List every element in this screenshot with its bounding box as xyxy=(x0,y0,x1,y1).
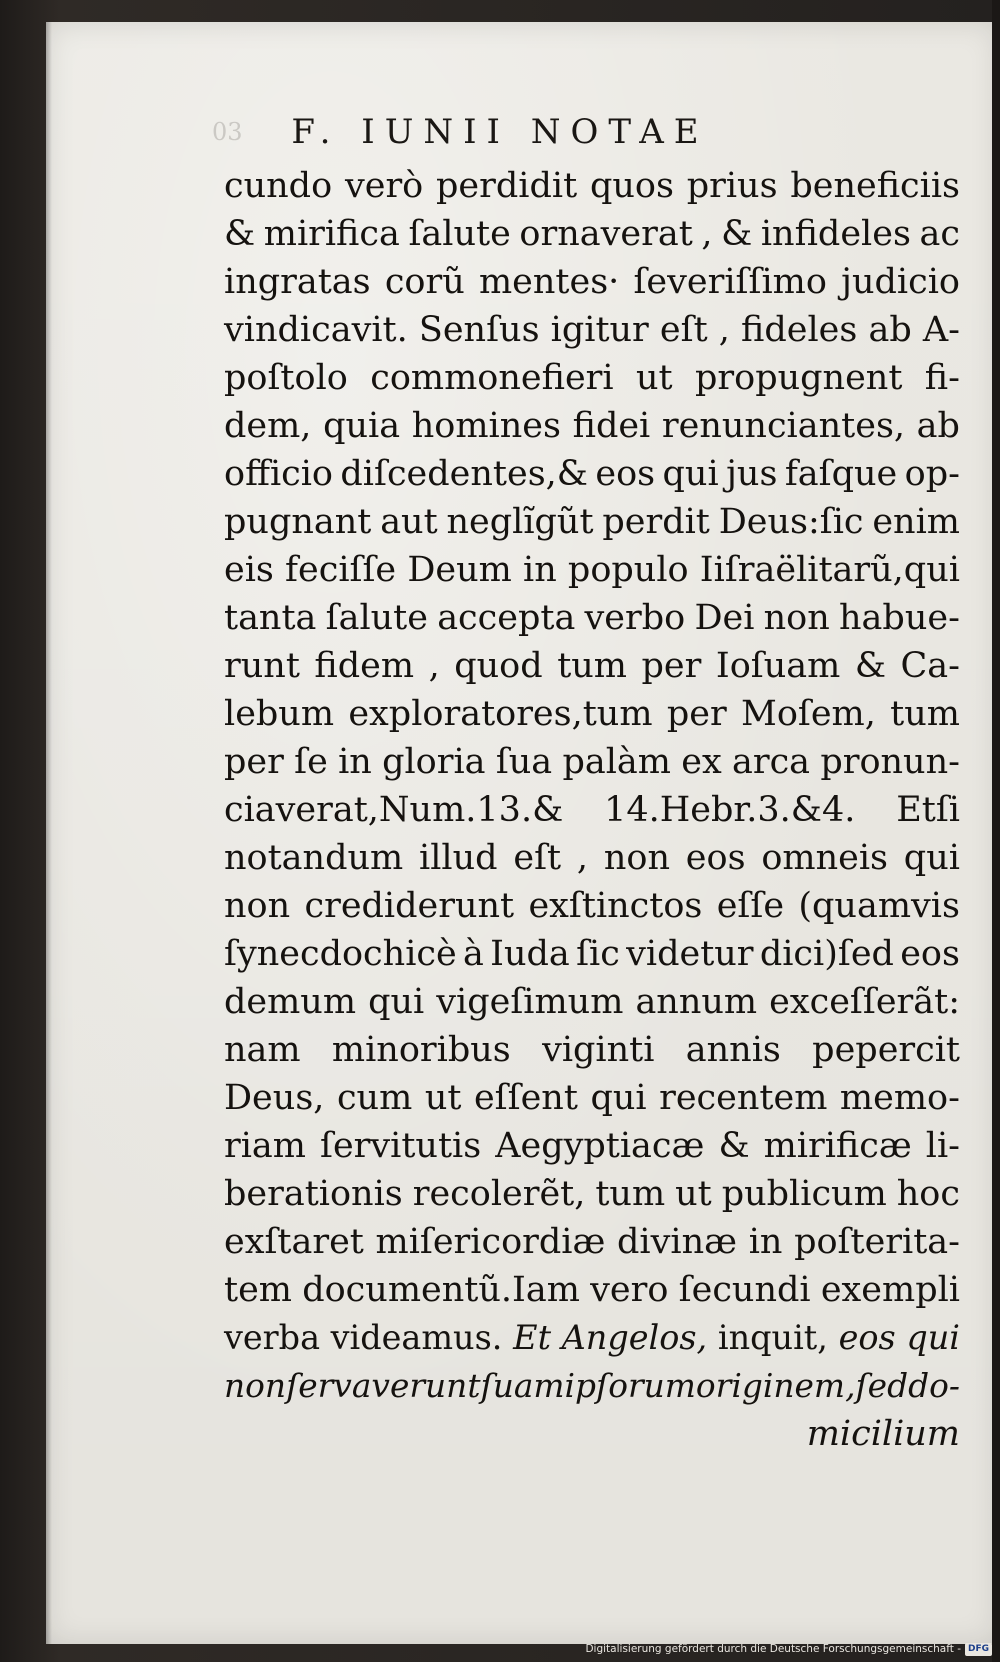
word: qui xyxy=(590,1078,647,1118)
word: crediderunt xyxy=(304,886,515,926)
word: viginti xyxy=(542,1030,655,1070)
word: diſcedentes,& xyxy=(340,454,588,494)
word: beneficiis xyxy=(790,166,960,206)
text-line-5 xyxy=(224,354,960,402)
text-line-26 xyxy=(224,1362,960,1410)
word: ut xyxy=(424,1078,462,1118)
word: in xyxy=(523,550,557,590)
word: riam xyxy=(224,1126,306,1166)
word: pronun- xyxy=(820,742,960,782)
word: exſtinctos xyxy=(528,886,703,926)
word: ut xyxy=(635,358,673,398)
word: , xyxy=(718,310,730,350)
word: ſynecdochicè xyxy=(224,934,457,974)
word: commonefieri xyxy=(370,358,614,398)
word: tum xyxy=(890,694,960,734)
word: recolerẽt, xyxy=(412,1174,586,1214)
word: vindicavit. xyxy=(224,310,408,350)
text-line-16 xyxy=(224,882,960,930)
word: publicum xyxy=(721,1174,887,1214)
word: ac xyxy=(919,214,960,254)
word: qui xyxy=(662,454,719,494)
word: exſtaret xyxy=(224,1222,364,1262)
word: , xyxy=(701,214,713,254)
scan-right-edge xyxy=(992,0,1000,1662)
word: feciſſe xyxy=(285,550,397,590)
text-line-2 xyxy=(224,210,960,258)
word: propugnent xyxy=(694,358,903,398)
word: quos xyxy=(589,166,674,206)
word: qui xyxy=(903,838,960,878)
word: eos xyxy=(900,934,960,974)
word: infideles xyxy=(760,214,911,254)
word: , xyxy=(428,646,440,686)
word: fideles xyxy=(741,310,858,350)
word: quod xyxy=(454,646,543,686)
text-line-23 xyxy=(224,1218,960,1266)
footer-credit: Digitalisierung gefördert durch die Deutsche Forschungsgemeinschaft - xyxy=(585,1643,961,1655)
word: perdidit xyxy=(436,166,578,206)
word: runt xyxy=(224,646,300,686)
word: per xyxy=(224,742,284,782)
word: ſervaverunt xyxy=(286,1367,481,1405)
word: notandum xyxy=(224,838,404,878)
text-line-9 xyxy=(224,546,960,594)
text-lines xyxy=(224,162,960,1314)
body-text xyxy=(224,162,960,1458)
word: gloria xyxy=(382,742,486,782)
word: palàm xyxy=(562,742,671,782)
word: Deus, xyxy=(224,1078,325,1118)
word: jus xyxy=(726,454,778,494)
word: ab xyxy=(868,310,912,350)
word: do- xyxy=(908,1367,960,1405)
word: memo- xyxy=(839,1078,960,1118)
word: Deus:ſic xyxy=(718,502,864,542)
word: fi- xyxy=(924,358,960,398)
word: li- xyxy=(925,1126,960,1166)
word: populo xyxy=(567,550,689,590)
word: per xyxy=(641,646,702,686)
catchword: micilium xyxy=(806,1414,960,1454)
word: perdit xyxy=(602,502,710,542)
word: demum xyxy=(224,982,357,1022)
word: tem xyxy=(224,1270,292,1310)
line-25-roman-start: verba videamus. xyxy=(224,1318,503,1357)
word: ſua xyxy=(495,742,553,782)
word: divinæ xyxy=(617,1222,738,1262)
word: exempli xyxy=(820,1270,960,1310)
page-number: 03 xyxy=(212,118,243,146)
digitization-footer xyxy=(585,1640,992,1658)
line-25-italic-1: Et Angelos, xyxy=(513,1318,708,1357)
running-head: F. IUNII NOTAE xyxy=(291,112,709,152)
dfg-logo-icon: DFG xyxy=(965,1643,992,1656)
word: corũ xyxy=(384,262,465,302)
word: Deum xyxy=(407,550,512,590)
word: eos xyxy=(685,838,746,878)
word: ſeveriſſimo xyxy=(633,262,827,302)
word: igitur xyxy=(550,310,649,350)
text-line-19 xyxy=(224,1026,960,1074)
word: ciaverat,Num.13.& xyxy=(224,790,564,830)
text-line-20 xyxy=(224,1074,960,1122)
word: Ca- xyxy=(900,646,960,686)
text-line-14 xyxy=(224,786,960,834)
word: poſterita- xyxy=(794,1222,960,1262)
text-line-24 xyxy=(224,1266,960,1314)
word: A- xyxy=(922,310,960,350)
word: ingratas xyxy=(224,262,371,302)
word: lebum xyxy=(224,694,335,734)
word: & xyxy=(718,1126,750,1166)
word: & xyxy=(854,646,886,686)
word: Iuda xyxy=(490,934,570,974)
word: minoribus xyxy=(331,1030,511,1070)
word: ſecundi xyxy=(678,1270,811,1310)
word: enim xyxy=(872,502,960,542)
word: officio xyxy=(224,454,333,494)
word: fidem xyxy=(314,646,415,686)
word: non xyxy=(603,838,670,878)
word: ſic xyxy=(576,934,620,974)
word: à xyxy=(463,934,484,974)
word: annum xyxy=(635,982,758,1022)
word: & xyxy=(721,214,753,254)
word: poſtolo xyxy=(224,358,348,398)
text-line-7 xyxy=(224,450,960,498)
word: ſed xyxy=(855,1367,909,1405)
word: ornaverat xyxy=(519,214,693,254)
word: vero xyxy=(590,1270,669,1310)
word: exceſſerãt: xyxy=(769,982,960,1022)
text-line-12 xyxy=(224,690,960,738)
word: ex xyxy=(681,742,722,782)
line-25-roman-mid: inquit, xyxy=(717,1318,828,1357)
word: mirifica xyxy=(263,214,400,254)
word: ſe xyxy=(294,742,328,782)
word: cundo xyxy=(224,166,333,206)
text-line-10 xyxy=(224,594,960,642)
word: , xyxy=(845,1367,856,1405)
word: in xyxy=(748,1222,783,1262)
text-line-8 xyxy=(224,498,960,546)
word: ſervitutis xyxy=(320,1126,482,1166)
word: hoc xyxy=(896,1174,960,1214)
word: Aegyptiacæ xyxy=(495,1126,705,1166)
word: Ioſuam xyxy=(715,646,841,686)
word: berationis xyxy=(224,1174,403,1214)
word: (quamvis xyxy=(798,886,960,926)
word: eſt xyxy=(659,310,708,350)
word: per xyxy=(666,694,727,734)
word: tanta xyxy=(224,598,317,638)
word: eis xyxy=(224,550,274,590)
word: originem xyxy=(695,1367,846,1405)
word: habue- xyxy=(839,598,960,638)
word: pepercit xyxy=(812,1030,960,1070)
text-line-11 xyxy=(224,642,960,690)
text-line-25 xyxy=(224,1314,960,1362)
word: qui xyxy=(368,982,425,1022)
word: neglĩgũt xyxy=(446,502,594,542)
word: Senſus xyxy=(418,310,540,350)
word: ab xyxy=(916,406,960,446)
word: eos xyxy=(595,454,656,494)
word: fidei xyxy=(572,406,651,446)
word: dici)ſed xyxy=(759,934,894,974)
page-gutter-shadow xyxy=(46,22,52,1644)
word: non xyxy=(224,886,291,926)
word: non xyxy=(763,598,830,638)
text-line-17 xyxy=(224,930,960,978)
word: annis xyxy=(685,1030,781,1070)
word: exploratores,tum xyxy=(348,694,653,734)
word: , xyxy=(576,838,589,878)
word: Iiſraëlitarũ,qui xyxy=(699,550,960,590)
text-line-22 xyxy=(224,1170,960,1218)
word: tum xyxy=(557,646,627,686)
word: judicio xyxy=(841,262,960,302)
word: in xyxy=(338,742,372,782)
text-line-13 xyxy=(224,738,960,786)
word: illud xyxy=(419,838,498,878)
catchword-line xyxy=(224,1410,960,1458)
word: & xyxy=(224,214,256,254)
word: videtur xyxy=(626,934,754,974)
word: nam xyxy=(224,1030,301,1070)
word: Dei xyxy=(694,598,755,638)
word: aut xyxy=(380,502,438,542)
word: documentũ.Iam xyxy=(302,1270,580,1310)
word: ut xyxy=(675,1174,712,1214)
word: faſque xyxy=(784,454,898,494)
word: verò xyxy=(344,166,424,206)
word: eſt xyxy=(513,838,562,878)
word: ipſorum xyxy=(564,1367,696,1405)
text-line-6 xyxy=(224,402,960,450)
word: op- xyxy=(904,454,960,494)
text-line-1 xyxy=(224,162,960,210)
word: mentes· xyxy=(478,262,620,302)
word: eſſent xyxy=(473,1078,578,1118)
word: pugnant xyxy=(224,502,372,542)
word: ſalute xyxy=(325,598,428,638)
word: ſalute xyxy=(408,214,511,254)
word: non xyxy=(224,1367,287,1405)
word: quia xyxy=(323,406,401,446)
word: omneis xyxy=(761,838,888,878)
word: mirificæ xyxy=(763,1126,912,1166)
line-25-italic-2: eos qui xyxy=(838,1318,960,1357)
text-line-3 xyxy=(224,258,960,306)
text-line-21 xyxy=(224,1122,960,1170)
word: renunciantes, xyxy=(661,406,906,446)
word: dem, xyxy=(224,406,312,446)
word: prius xyxy=(686,166,778,206)
text-line-15 xyxy=(224,834,960,882)
word: homines xyxy=(411,406,561,446)
word: tum xyxy=(595,1174,666,1214)
text-line-4 xyxy=(224,306,960,354)
word: verbo xyxy=(584,598,686,638)
text-line-18 xyxy=(224,978,960,1026)
word: arca xyxy=(731,742,811,782)
word: 14.Hebr.3.&4. xyxy=(604,790,856,830)
word: accepta xyxy=(437,598,576,638)
word: ſuam xyxy=(480,1367,565,1405)
word: Etſi xyxy=(896,790,960,830)
word: vigeſimum xyxy=(436,982,624,1022)
word: eſſe xyxy=(716,886,785,926)
word: cum xyxy=(336,1078,413,1118)
word: Moſem, xyxy=(740,694,876,734)
word: recentem xyxy=(659,1078,828,1118)
word: miſericordiæ xyxy=(375,1222,606,1262)
